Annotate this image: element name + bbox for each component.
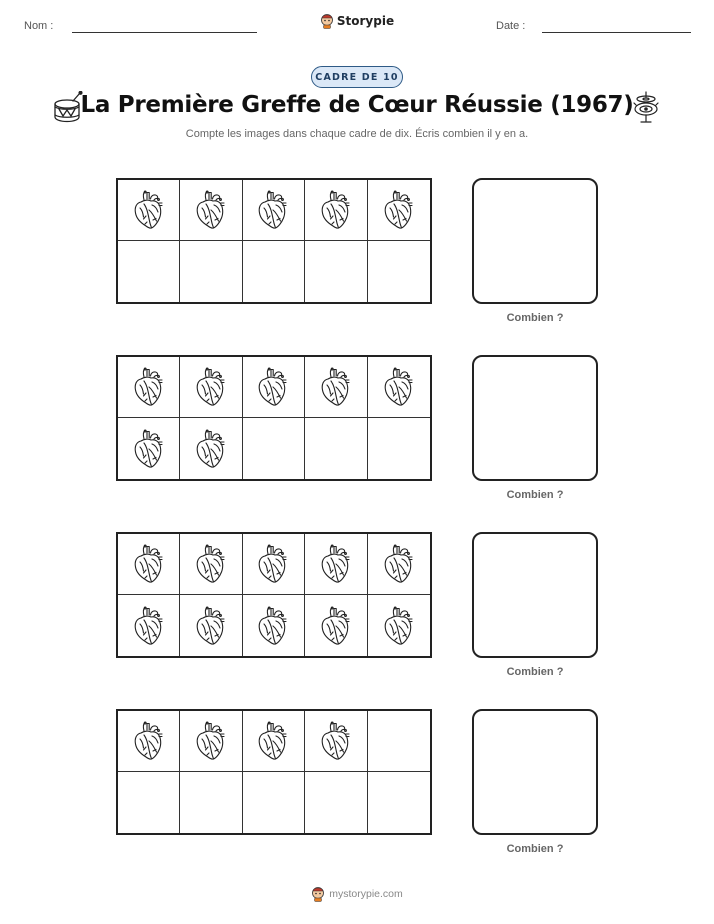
frame-cell [118, 772, 180, 833]
answer-box[interactable] [472, 355, 598, 481]
frame-cell [243, 595, 305, 656]
frame-cell [305, 534, 367, 595]
frame-cell [118, 418, 180, 479]
date-label: Date : [496, 20, 526, 32]
anatomical-heart-icon [132, 721, 166, 761]
anatomical-heart-icon [132, 606, 166, 646]
anatomical-heart-icon [194, 190, 228, 230]
anatomical-heart-icon [132, 544, 166, 584]
frame-cell [118, 180, 180, 241]
answer-box[interactable] [472, 709, 598, 835]
frame-cell [180, 595, 242, 656]
name-line[interactable] [72, 32, 257, 33]
anatomical-heart-icon [256, 606, 290, 646]
footer [0, 886, 714, 902]
frame-cell [368, 241, 430, 302]
frame-cell [243, 534, 305, 595]
anatomical-heart-icon [256, 367, 290, 407]
anatomical-heart-icon [194, 544, 228, 584]
name-label: Nom : [24, 20, 54, 32]
frame-cell [118, 241, 180, 302]
anatomical-heart-icon [256, 190, 290, 230]
frame-cell [118, 711, 180, 772]
frame-cell [368, 180, 430, 241]
frame-cell [118, 357, 180, 418]
frame-cell [243, 241, 305, 302]
anatomical-heart-icon [194, 606, 228, 646]
frame-cell [305, 241, 367, 302]
anatomical-heart-icon [382, 606, 416, 646]
frame-cell [368, 711, 430, 772]
anatomical-heart-icon [319, 190, 353, 230]
frame-cell [305, 180, 367, 241]
frame-cell [243, 180, 305, 241]
anatomical-heart-icon [194, 721, 228, 761]
frame-cell [243, 418, 305, 479]
anatomical-heart-icon [319, 606, 353, 646]
answer-label: Combien ? [506, 312, 564, 324]
frame-cell [368, 418, 430, 479]
frame-cell [305, 711, 367, 772]
frame-cell [368, 772, 430, 833]
frame-cell [368, 357, 430, 418]
storypie-mascot-icon [311, 886, 325, 902]
frame-cell [243, 711, 305, 772]
date-line[interactable] [542, 32, 691, 33]
frame-cell [243, 357, 305, 418]
frame-cell [180, 241, 242, 302]
anatomical-heart-icon [132, 190, 166, 230]
brand-name: Storypie [336, 14, 395, 28]
anatomical-heart-icon [319, 721, 353, 761]
anatomical-heart-icon [194, 429, 228, 469]
frame-cell [180, 772, 242, 833]
cymbal-icon [632, 91, 660, 123]
answer-box[interactable] [472, 532, 598, 658]
ten-frame [116, 355, 432, 481]
anatomical-heart-icon [132, 367, 166, 407]
anatomical-heart-icon [194, 367, 228, 407]
footer-url: mystorypie.com [329, 888, 403, 900]
ten-frame [116, 178, 432, 304]
anatomical-heart-icon [382, 544, 416, 584]
frame-cell [180, 180, 242, 241]
anatomical-heart-icon [319, 367, 353, 407]
ten-frame [116, 709, 432, 835]
anatomical-heart-icon [319, 544, 353, 584]
frame-cell [180, 711, 242, 772]
frame-cell [243, 772, 305, 833]
answer-label: Combien ? [506, 489, 564, 501]
answer-label: Combien ? [506, 843, 564, 855]
frame-cell [305, 595, 367, 656]
page-title: La Première Greffe de Cœur Réussie (1967) [80, 92, 634, 118]
frame-cell [180, 534, 242, 595]
storypie-mascot-icon [320, 13, 334, 29]
frame-cell [368, 595, 430, 656]
frame-cell [368, 534, 430, 595]
answer-box[interactable] [472, 178, 598, 304]
frame-cell [305, 357, 367, 418]
anatomical-heart-icon [382, 367, 416, 407]
frame-cell [305, 418, 367, 479]
anatomical-heart-icon [132, 429, 166, 469]
ten-frame [116, 532, 432, 658]
brand-logo [0, 13, 714, 29]
frame-cell [305, 772, 367, 833]
frame-cell [118, 595, 180, 656]
anatomical-heart-icon [382, 190, 416, 230]
frame-cell [180, 357, 242, 418]
frame-cell [118, 534, 180, 595]
instructions: Compte les images dans chaque cadre de dix. Écris combien il y en a. [185, 128, 529, 140]
worksheet-type-badge: CADRE DE 10 [311, 66, 403, 88]
anatomical-heart-icon [256, 721, 290, 761]
anatomical-heart-icon [256, 544, 290, 584]
answer-label: Combien ? [506, 666, 564, 678]
frame-cell [180, 418, 242, 479]
